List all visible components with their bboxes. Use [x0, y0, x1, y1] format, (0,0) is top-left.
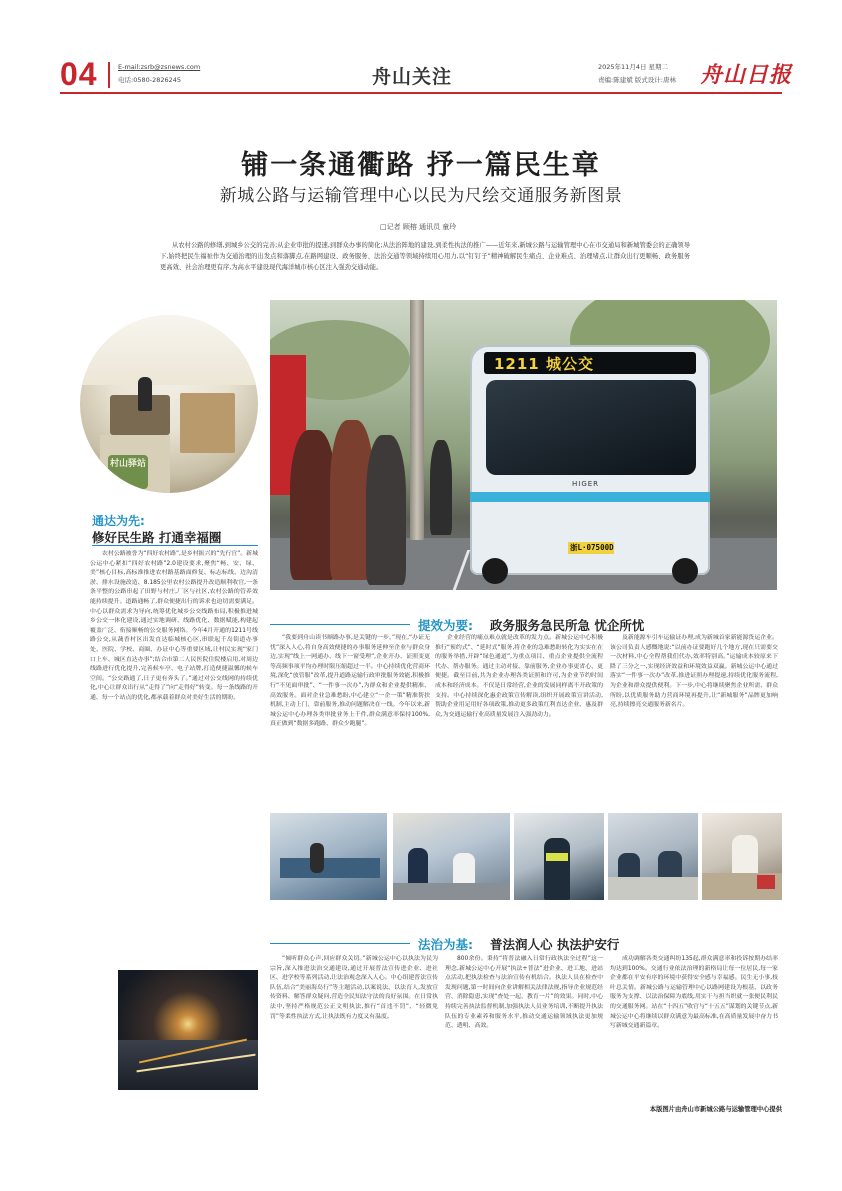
document-processing-photo: [702, 813, 782, 900]
tunnel-night-photo: [118, 970, 258, 1090]
article-byline: □记者 顾榕 通讯员 童玲: [380, 223, 457, 231]
section2-body-col3: 及新能源车引车运输证办理,成为新城首家新能源货运企业。该公司负责人感慨地说:“以前办证要跑好几个地方,现在只需要交一次材料,中心全程帮我们代办,效率特别高。”运输成本较原来下降了三分之一,实现经济效益和环境效益双赢。新城公运中心通过落实“一件事一次办”改革,推进证照办理提速,持续优化服务流程,为企业和群众提供便利。下一步,中心将继续聚焦企业所需、群众所盼,以优质服务助力营商环境再提升,让“新城服务”品牌更加响亮,持续擦亮交通服务新名片。: [610, 635, 778, 709]
bus-brand: HIGER: [572, 480, 600, 488]
header-phone: 电话:0580-2826245: [118, 76, 182, 84]
header-email[interactable]: E-mail:zsrb@zsnews.com: [118, 63, 201, 71]
bus-stop-photo: [270, 300, 777, 590]
header-divider: [108, 62, 110, 88]
article-subtitle: 新城公路与运输管理中心以民为尺绘交通服务新图景: [219, 186, 623, 206]
header-rule: [60, 92, 782, 94]
article-title: 铺一条通衢路 抒一篇民生章: [241, 150, 601, 181]
photo-credit: 本版图片由舟山市新城公路与运输管理中心提供: [649, 1106, 782, 1113]
section1-keyword: 通达为先:: [92, 514, 145, 528]
law-enforcement-photo: [514, 813, 604, 900]
bus-route-sign: 1211 城公交: [494, 355, 594, 373]
section2-title: 政务服务急民所急 忧企所忧: [490, 618, 645, 633]
service-hall-photo: [270, 813, 387, 900]
section-title: 舟山关注: [372, 66, 453, 88]
article-intro: 从农村公路的修缮,到城乡公交的完善;从企业审批的提速,到群众办事的简化;从法治阵地的建设,到柔性执法的推广——近年来,新城公路与运输管理中心在市交通局和新城管委会的正确领导下,始终把民生福祉作为交通治理的出发点和落脚点,在路网建设、政务服务、法治交通等领域持续用心用力,以“钉钉子”精神破解民生痛点、企业难点、治理堵点,让群众出行更顺畅、政务服务更高效、社会治理更有序,为高水平建设现代海洋城市核心区注入强劲交通动能。: [160, 242, 690, 271]
section1-rule: [92, 545, 258, 546]
section3-title: 普法润人心 执法护安行: [490, 937, 620, 952]
section3-body-col1: “倾听群众心声,回应群众关切。”新城公运中心以执法为民为宗旨,深入推进法治交通建设,通过开展普法宣传进企业、进社区、进学校等系列活动,让法治观念深入人心。中心组建普法宣传队伍,结合“美丽海岛行”等主题活动,以案说法、以法育人,发放宣传资料、解答群众疑问,营造全民知法守法的良好氛围。在日常执法中,坚持严格规范公正文明执法,推行“首违不罚”、“轻微免罚”等柔性执法方式,让执法既有力度又有温度。: [270, 956, 438, 1020]
section2-rule-left: [270, 624, 410, 625]
header-editors: 责编:陈建斌 版式设计:唐林: [598, 76, 676, 84]
section2-body-col1: “我要到舟山读书顺路办事,是关键的一步。”现在,“办证无忧”深入人心,将自身高效便捷的办事服务延伸至企业与群众身边,实现“线上一网通办、线下一窗受理”,企业开办、证照变更等高频事项平均办理时限压缩超过一半。中心持续优化营商环境,深化“放管服”改革,提升道路运输行政审批服务效能,积极推行“不见面审批”、“一件事一次办”,为群众和企业提供精准、高效服务。面对企业急难愁盼,中心建立“一企一策”精准帮扶机制,主动上门、靠前服务,推动问题解决在一线。今年以来,新城公运中心办理各类审批业务上千件,群众满意率保持100%,真正做到“数据多跑路、群众少跑腿”。: [270, 635, 430, 728]
section3-body-col2: 800余份。秉持“将普法融入日常行政执法全过程”这一理念,新城公运中心开展“执法+普法”进企业、进工地、进站点活动,把执法检查与法治宣传有机结合。执法人员在检查中发现问题,第一时间向企业讲解相关法律法规,指导企业规范经营、消除隐患,实现“查处一起、教育一片”的效果。同时,中心持续完善执法监督机制,加强执法人员业务培训,不断提升执法队伍的专业素养和服务水平,推动交通运输领域执法更加规范、透明、高效。: [445, 956, 603, 1030]
section3-body-col3: 成功调解各类交通纠纷135起,群众满意率和投诉按期办结率均达到100%。交通行业依法治理的新格局让每一位居民,每一家企业都在平安有序的环境中获得安全感与幸福感。民生无小事,枝叶总关情。新城公路与运输管理中心以路网建设为根基、以政务服务为支撑、以法治保障为底线,用实干与担当织就一张便民利民的交通服务网。站在“十四五”收官与“十五五”谋划的关键节点,新城公运中心将继续以群众满意为最高标准,在高质量发展中奋力书写新城交通新篇章。: [610, 956, 778, 1030]
bus-plate: 浙L·07500D: [570, 543, 614, 552]
masthead-logo: 舟山日报: [700, 62, 793, 88]
header-date: 2025年11月4日 星期二: [598, 63, 669, 71]
station-interior-photo: [80, 315, 258, 493]
shop-sign: 村山驿站: [110, 459, 147, 469]
enterprise-visit-photo: [608, 813, 698, 900]
page-number: 04: [60, 56, 98, 92]
section1-title: 修好民生路 打通幸福圈: [92, 530, 222, 545]
section2-body-col2: 企业经营的痛点难点就是改革的发力点。新城公运中心积极推行“预约式”、“延时式”服务,将企业的急难愁盼转化为实实在在的服务举措,开辟“绿色通道”,为重点项目、重点企业提供全流程代办、帮办服务。通过主动对接、靠前服务,企业办事更省心、更便捷。截至目前,共为企业办理各类证照和许可,为企业节约时间成本和经济成本。不仅是日常经营,企业的发展同样离不开政策的支持。中心持续深化惠企政策宣传解读,组织开展政策宣讲活动,帮助企业用足用好各项政策,推动更多政策红利直达企业、惠及群众,为交通运输行业高质量发展注入强劲动力。: [435, 635, 603, 718]
section1-body: 农村公路被誉为“四好农村路”,是乡村振兴的“先行官”。新城公运中心紧扣“四好农村路”2.0建设要求,聚焦“畅、安、绿、美”核心目标,高标准推进农村路基路面修复、标志标线、边沟清淤、排水设施改造、8.185公里农村公路提升改造顺利收官,一条条平整的公路串起了田野与村庄,厂区与社区,农村公路的管养效能持续提升。道路通畅了,群众便捷出行的诉求也迫切需要满足。中心以群众需求为导向,统筹优化城乡公交线路布局,积极推进城乡公交一体化建设,通过实地调研、线路优化、数据赋能,构建起覆盖广泛、衔接顺畅的公交服务网络。今年4月开通的1211号线路公交,从蔬香村区出发直达临城核心区,串联起千岛街道办事处、医院、学校、商圈、办证中心等重要区域,让村民实现“家门口上车、城区直达办事”;结合市第二人民医院住院楼启用,对周边线路进行优化提升,完善候车亭、电子站牌,打造便捷温馨的候车空间。“公交路通了,日子更有奔头了。”通过对公交线网的持续优化,中心让群众出行从“走得了”向“走得好”转变。每一条线路的开通、每一个站点的优化,都承载着群众对美好生活的期盼。: [90, 551, 258, 701]
counter-service-photo: [393, 813, 510, 900]
section3-keyword: 法治为基:: [418, 937, 473, 952]
section2-keyword: 提效为要:: [418, 618, 473, 633]
section3-rule-left: [270, 943, 410, 944]
